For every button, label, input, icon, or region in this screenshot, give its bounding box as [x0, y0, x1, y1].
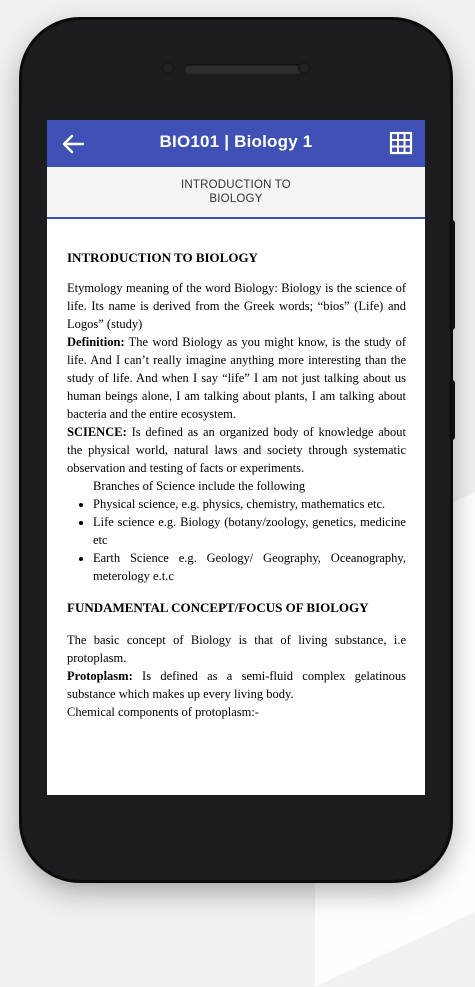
- branches-intro: Branches of Science include the following: [93, 479, 306, 493]
- lesson-heading: INTRODUCTION TO BIOLOGY: [67, 250, 258, 265]
- section-title: INTRODUCTION TO BIOLOGY: [181, 179, 291, 205]
- list-item: • Earth Science e.g. Geology/ Geography, Oceanography, meterology e.t.c: [93, 549, 406, 585]
- app-screen: [47, 120, 425, 795]
- branches-list: [67, 495, 406, 585]
- page-title: BIO101 | Biology 1: [159, 132, 313, 151]
- front-camera: [298, 62, 310, 74]
- power-button: [449, 380, 455, 440]
- etymology-paragraph: Etymology meaning of the word Biology: Biology is the science of life. Its name is derived from the Greek words; “bios” (Life) and Logos” (study): [67, 281, 406, 331]
- protoplasm-label: Protoplasm:: [67, 669, 133, 683]
- lesson-content: [47, 249, 425, 721]
- section-header: [47, 167, 425, 219]
- definition-paragraph: [67, 333, 406, 423]
- basic-concept-paragraph: The basic concept of Biology is that of living substance, i.e protoplasm.: [67, 633, 406, 665]
- sensor-dot: [162, 62, 174, 74]
- section-heading-2: FUNDAMENTAL CONCEPT/FOCUS OF BIOLOGY: [67, 600, 369, 615]
- earpiece-speaker: [184, 64, 304, 74]
- science-label: SCIENCE:: [67, 425, 127, 439]
- protoplasm-paragraph: [67, 667, 406, 703]
- science-text: Is defined as an organized body of knowledge about the physical world, natural laws and society through systematic observation and testing of facts or experiments.: [67, 425, 406, 475]
- science-paragraph: [67, 423, 406, 477]
- app-bar: [47, 120, 425, 167]
- chemical-components-paragraph: Chemical components of protoplasm:-: [67, 705, 259, 719]
- protoplasm-text: Is defined as a semi-fluid complex gelatinous substance which makes up every living body.: [67, 669, 406, 701]
- volume-button: [449, 220, 455, 330]
- list-item: • Physical science, e.g. physics, chemistry, mathematics etc.: [93, 495, 406, 513]
- definition-label: Definition:: [67, 335, 125, 349]
- list-item: • Life science e.g. Biology (botany/zoology, genetics, medicine etc: [93, 513, 406, 549]
- grid-icon[interactable]: [389, 131, 413, 155]
- phone-frame: [22, 20, 450, 880]
- definition-text: The word Biology as you might know, is the study of life. And I can’t really imagine anything more interesting than the study of life. And when I say “life” I am not just talking about us human beings alone, I am talking about plants, I am talking about bacteria and the entire ecosystem.: [67, 335, 406, 421]
